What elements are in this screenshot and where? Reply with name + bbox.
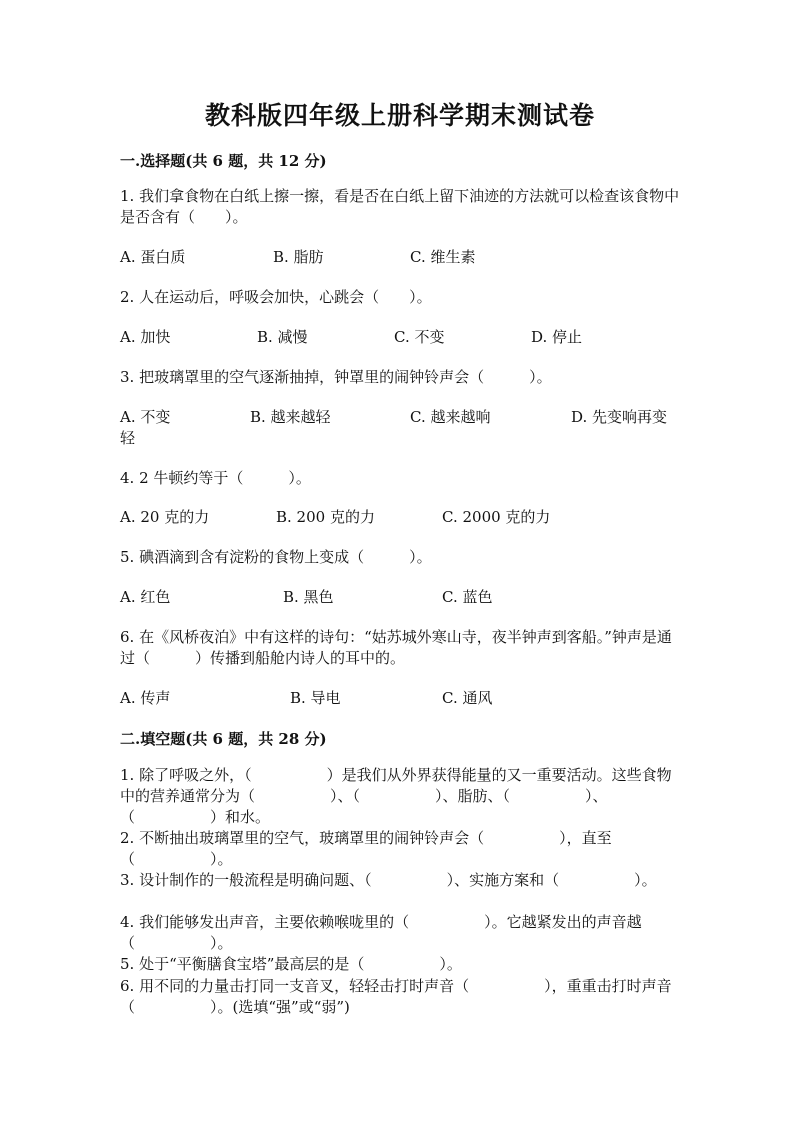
fill-question: 5. 处于“平衡膳食宝塔”最高层的是（ ）。 — [120, 955, 462, 973]
exam-title: 教科版四年级上册科学期末测试卷 — [204, 101, 595, 130]
section-heading-choice: 一.选择题(共 6 题，共 12 分) — [120, 152, 327, 170]
choice-options — [120, 688, 685, 709]
choice-question: 3. 把玻璃罩里的空气逐渐抽掉，钟罩里的闹钟铃声会（ ）。 — [120, 368, 552, 386]
fill-question: 4. 我们能够发出声音，主要依赖喉咙里的（ ）。它越紧发出的声音越（ ）。 — [120, 913, 642, 952]
option: C. 蓝色 — [442, 588, 493, 606]
option: A. 蛋白质 — [120, 248, 186, 266]
fill-question: 6. 用不同的力量击打同一支音叉，轻轻击打时声音（ ），重重击打时声音（ ）。(选填“强”或“弱”) — [120, 977, 672, 1016]
option: A. 20 克的力 — [120, 508, 210, 526]
option-continuation: 轻 — [120, 429, 136, 447]
choice-question: 1. 我们拿食物在白纸上擦一擦，看是否在白纸上留下油迹的方法就可以检查该食物中是否含有（ ）。 — [120, 187, 680, 226]
option: D. 先变响再变 — [571, 408, 668, 426]
choice-question: 6. 在《风桥夜泊》中有这样的诗句：“姑苏城外寒山寺，夜半钟声到客船。”钟声是通过（ ）传播到船舱内诗人的耳中的。 — [120, 628, 672, 667]
option: A. 加快 — [120, 328, 171, 346]
option: A. 传声 — [120, 689, 171, 707]
choice-options — [120, 327, 685, 348]
option: B. 200 克的力 — [276, 508, 375, 526]
option: C. 维生素 — [410, 248, 476, 266]
option: B. 越来越轻 — [250, 408, 331, 426]
option: C. 不变 — [394, 328, 445, 346]
option: A. 红色 — [120, 588, 171, 606]
choice-options — [120, 587, 685, 608]
option: A. 不变 — [120, 408, 171, 426]
fill-question: 3. 设计制作的一般流程是明确问题、（ ）、实施方案和（ ）。 — [120, 871, 657, 889]
section-heading-fill: 二.填空题(共 6 题，共 28 分) — [120, 730, 327, 748]
option: B. 脂肪 — [273, 248, 324, 266]
choice-options — [120, 247, 685, 268]
option: C. 2000 克的力 — [442, 508, 551, 526]
choice-question: 5. 碘酒滴到含有淀粉的食物上变成（ ）。 — [120, 548, 432, 566]
option: B. 导电 — [290, 689, 341, 707]
option: B. 减慢 — [257, 328, 308, 346]
fill-question: 2. 不断抽出玻璃罩里的空气，玻璃罩里的闹钟铃声会（ ），直至（ ）。 — [120, 829, 612, 868]
option: C. 通风 — [442, 689, 493, 707]
choice-options — [120, 507, 685, 528]
option: B. 黑色 — [283, 588, 334, 606]
choice-question: 4. 2 牛顿约等于（ ）。 — [120, 469, 311, 487]
choice-question: 2. 人在运动后，呼吸会加快，心跳会（ ）。 — [120, 288, 432, 306]
option: C. 越来越响 — [410, 408, 491, 426]
option: D. 停止 — [531, 328, 583, 346]
choice-options — [120, 407, 685, 428]
fill-question: 1. 除了呼吸之外，（ ）是我们从外界获得能量的又一重要活动。这些食物中的营养通常分为（ ）、（ ）、脂肪、（ ）、（ ）和水。 — [120, 766, 672, 826]
